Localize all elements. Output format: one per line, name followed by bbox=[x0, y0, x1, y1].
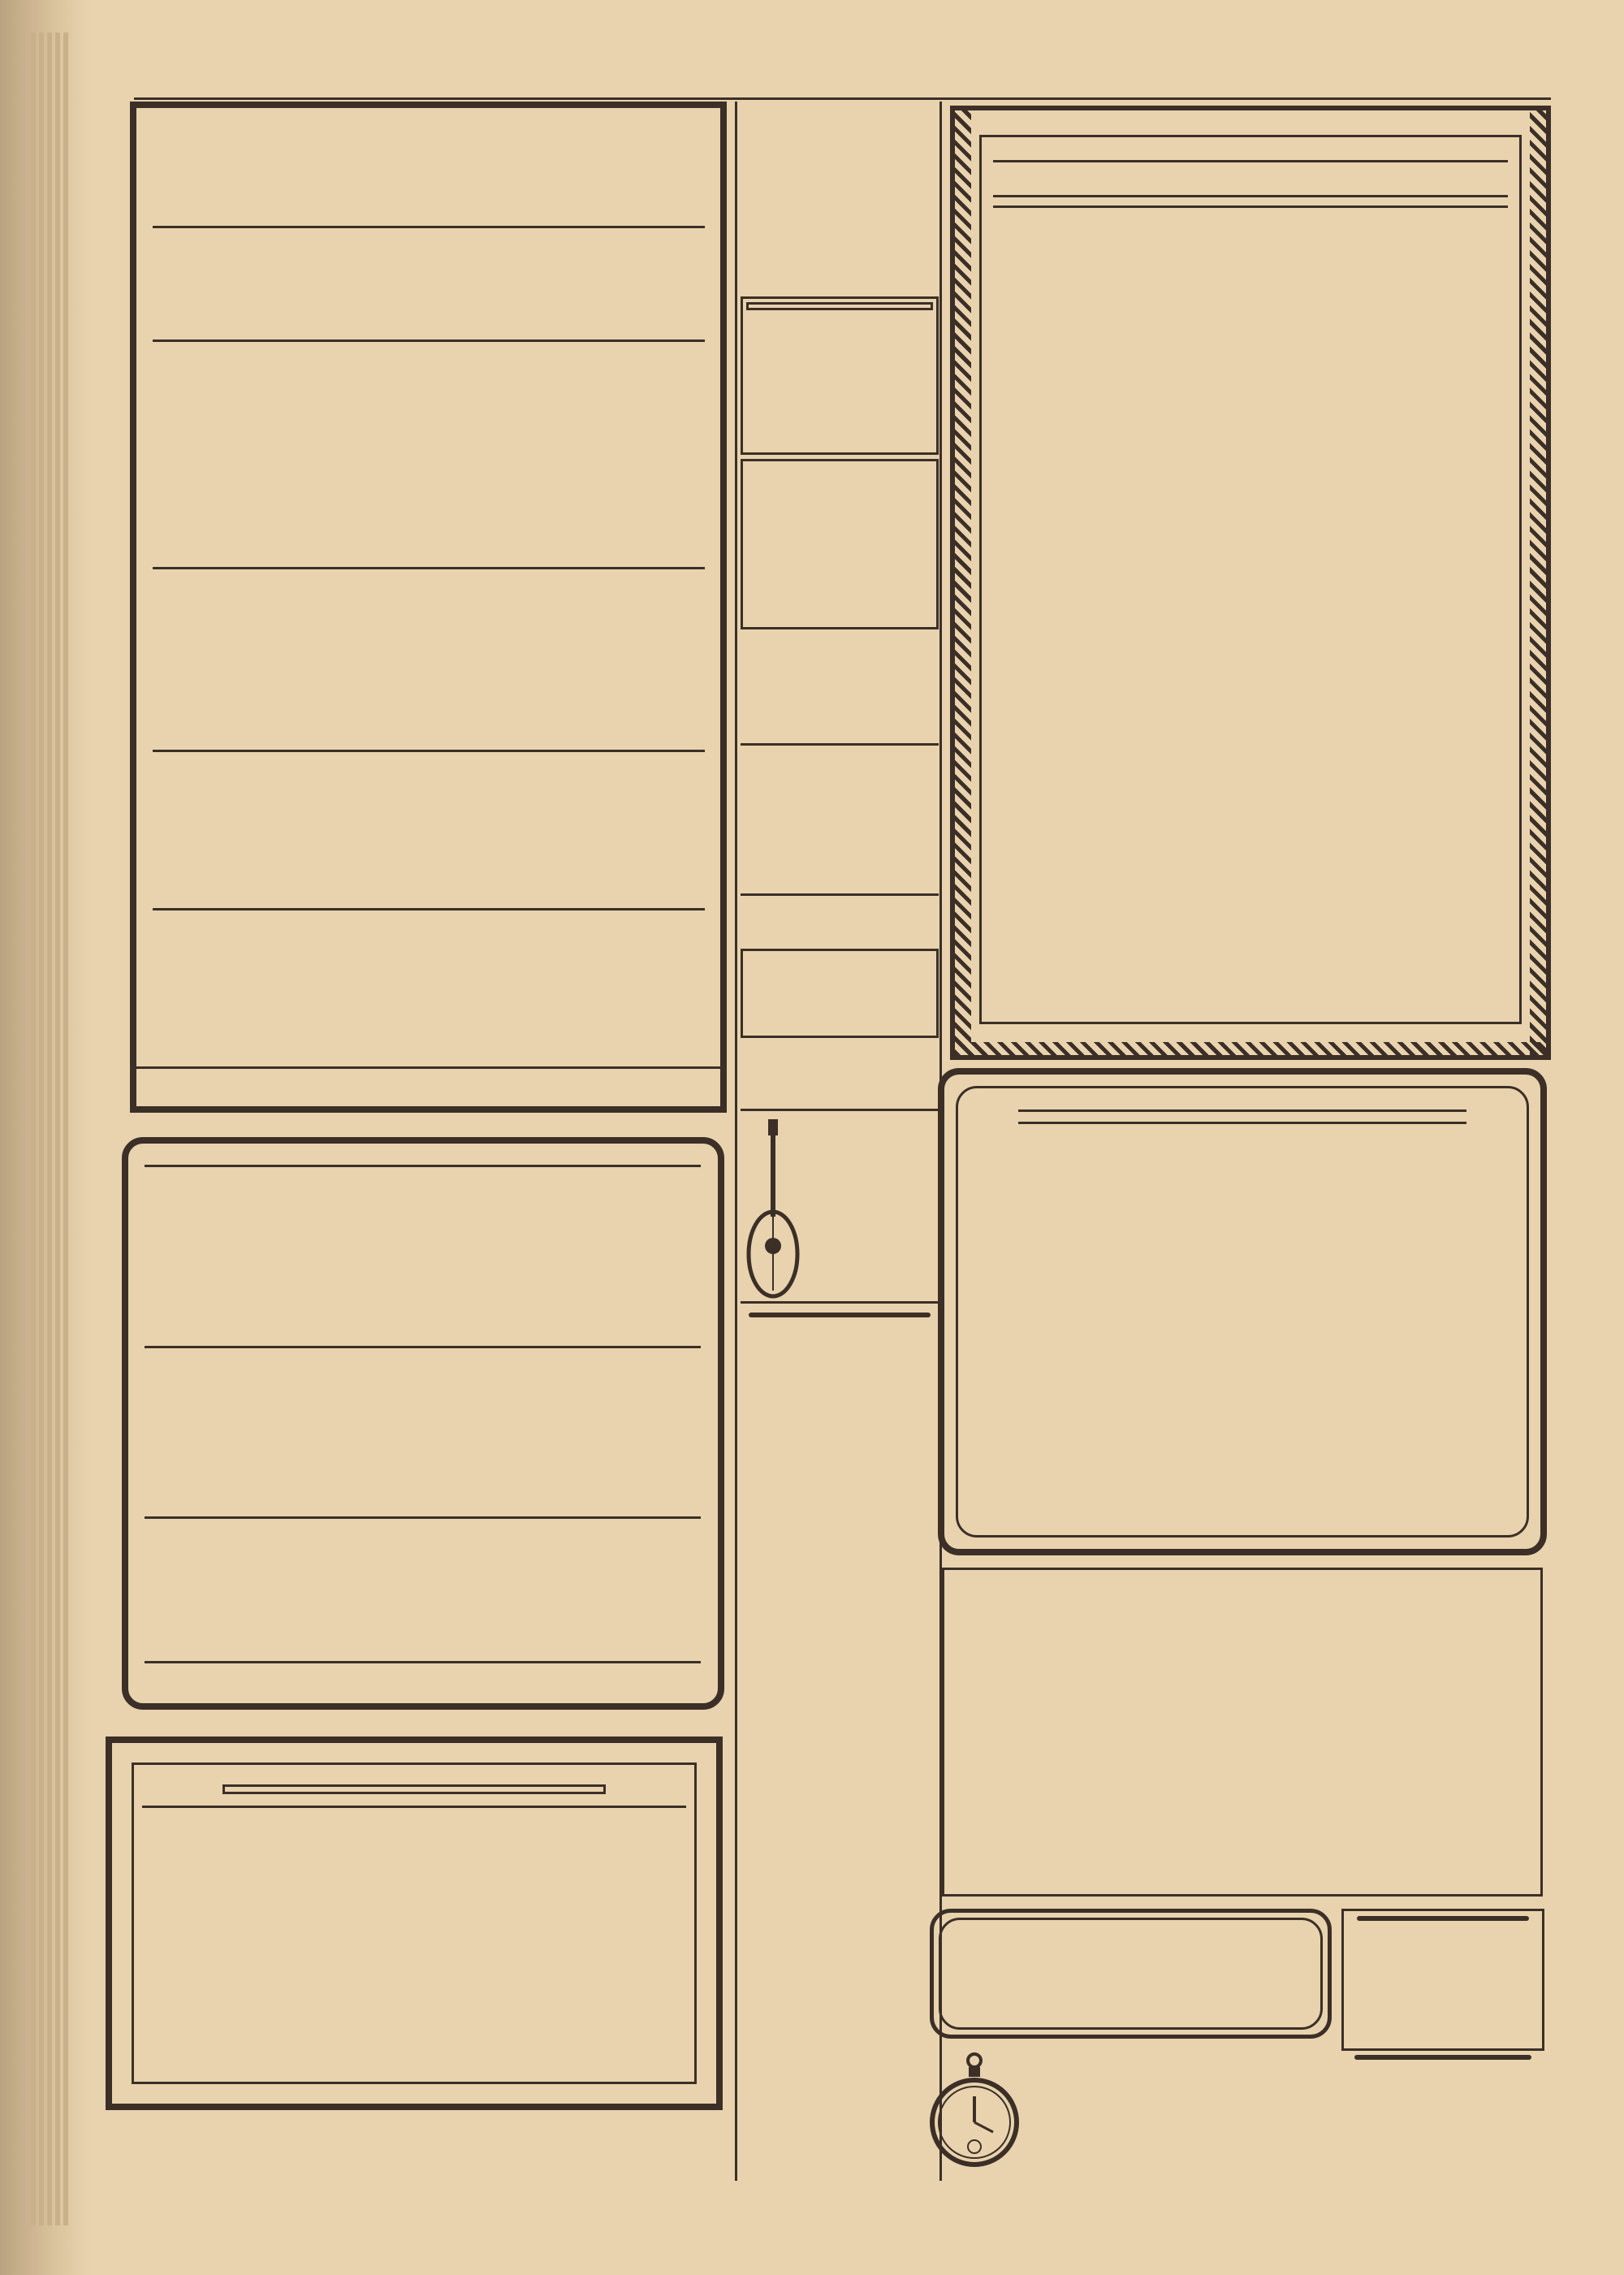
ad-verkaufsausstellung bbox=[938, 1068, 1547, 1555]
ad-kostueme bbox=[741, 893, 939, 910]
ad-firnberg-agency bbox=[122, 1137, 724, 1710]
ad-witzbuch bbox=[741, 296, 939, 455]
ad-pachtgesuche bbox=[1341, 2055, 1544, 2185]
header-rule bbox=[134, 97, 1551, 100]
classified-ad bbox=[741, 1313, 939, 1317]
ad-saengerchor bbox=[106, 1737, 723, 2110]
small-classifieds bbox=[741, 1309, 939, 2121]
concert-listings-box bbox=[130, 102, 727, 1113]
ad-ubootvortrag bbox=[153, 919, 705, 1065]
ad-rechtsbuero bbox=[741, 459, 939, 629]
ad-perron-baertich bbox=[153, 577, 705, 752]
ad-ruehl-gesangverein bbox=[950, 106, 1551, 1060]
ad-moebeltransporte bbox=[741, 743, 939, 749]
ad-hohlsaeume bbox=[741, 949, 939, 1038]
book-binding bbox=[0, 0, 89, 2275]
ad-musikinstrumente bbox=[741, 1109, 939, 1304]
ad-mozart bbox=[153, 350, 705, 569]
ad-versicherung bbox=[942, 1568, 1543, 1897]
listings-footer bbox=[136, 1066, 720, 1074]
ad-kapitalien bbox=[1341, 1909, 1544, 2051]
ad-violoncell-schule bbox=[930, 1909, 1332, 2039]
pocket-watch-icon bbox=[930, 2051, 1019, 2173]
concert-lauprecht bbox=[145, 1356, 701, 1519]
mandolin-icon bbox=[744, 1116, 801, 1303]
ad-wolfsthal bbox=[153, 115, 705, 228]
ad-schneider-meyjes bbox=[153, 760, 705, 910]
concert-leopold bbox=[145, 1194, 701, 1348]
concert-mysz-gmeiner bbox=[145, 1525, 701, 1663]
classified-heading bbox=[749, 1313, 931, 1317]
ad-jaffe bbox=[153, 236, 705, 342]
ad-herrenuhr bbox=[930, 2043, 1336, 2185]
